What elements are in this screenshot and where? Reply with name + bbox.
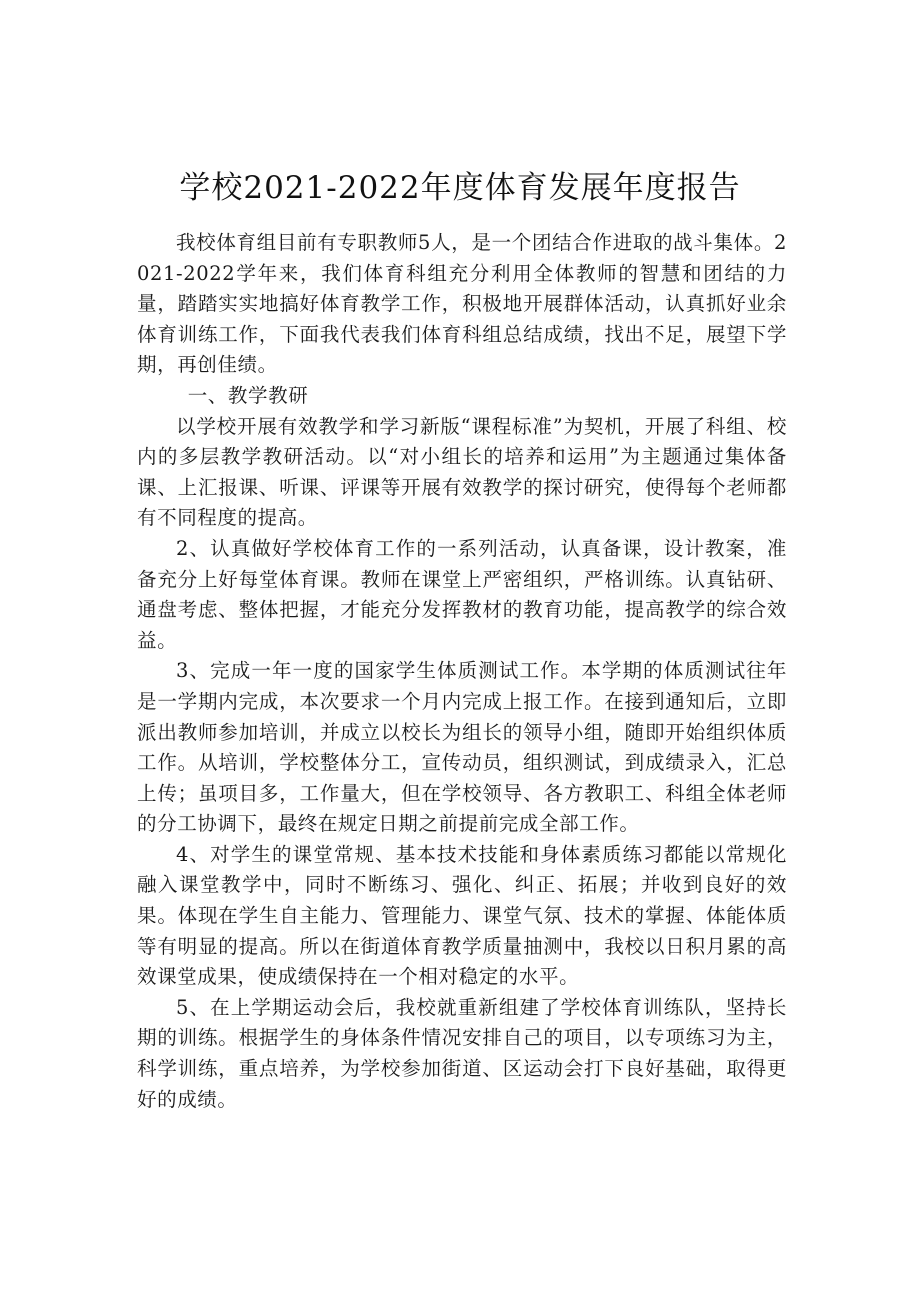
paragraph-item-4: 4、对学生的课堂常规、基本技术技能和身体素质练习都能以常规化融入课堂教学中，同时不断练习、强化、纠正、拓展；并收到良好的效果。体现在学生自主能力、管理能力、课堂气氛、技术的掌握、体能体质等有明显的提高。所以在街道体育教学质量抽测中，我校以日积月累的高效课堂成果，使成绩保持在一个相对稳定的水平。: [137, 842, 787, 989]
paragraph-item-2: 2、认真做好学校体育工作的一系列活动，认真备课，设计教案，准备充分上好每堂体育课。教师在课堂上严密组织，严格训练。认真钻研、通盘考虑、整体把握，才能充分发挥教材的教育功能，提高教学的综合效益。: [137, 536, 787, 652]
section-heading-teaching-research: 一、教学教研: [187, 383, 309, 407]
document-body: [137, 228, 787, 1115]
intro-paragraph: 我校体育组目前有专职教师5人，是一个团结合作进取的战斗集体。2021-2022学年来，我们体育科组充分利用全体教师的智慧和团结的力量，踏踏实实地搞好体育教学工作，积极地开展群体活动，认真抓好业余体育训练工作，下面我代表我们体育科组总结成绩，找出不足，展望下学期，再创佳绩。: [137, 231, 787, 377]
document-title: 学校2021-2022年度体育发展年度报告: [179, 170, 741, 206]
paragraph-effective-teaching: 以学校开展有效教学和学习新版“课程标准”为契机，开展了科组、校内的多层教学教研活动。以“对小组长的培养和运用”为主题通过集体备课、上汇报课、听课、评课等开展有效教学的探讨研究，使得每个老师都有不同程度的提高。: [137, 414, 787, 530]
paragraph-item-5: 5、在上学期运动会后，我校就重新组建了学校体育训练队，坚持长期的训练。根据学生的身体条件情况安排自己的项目，以专项练习为主，科学训练，重点培养，为学校参加街道、区运动会打下良好基础，取得更好的成绩。: [137, 995, 787, 1111]
paragraph-item-3: 3、完成一年一度的国家学生体质测试工作。本学期的体质测试往年是一学期内完成，本次要求一个月内完成上报工作。在接到通知后，立即派出教师参加培训，并成立以校长为组长的领导小组，随即开始组织体质工作。从培训，学校整体分工，宣传动员，组织测试，到成绩录入，汇总上传；虽项目多，工作量大，但在学校领导、各方教职工、科组全体老师的分工协调下，最终在规定日期之前提前完成全部工作。: [137, 659, 787, 836]
